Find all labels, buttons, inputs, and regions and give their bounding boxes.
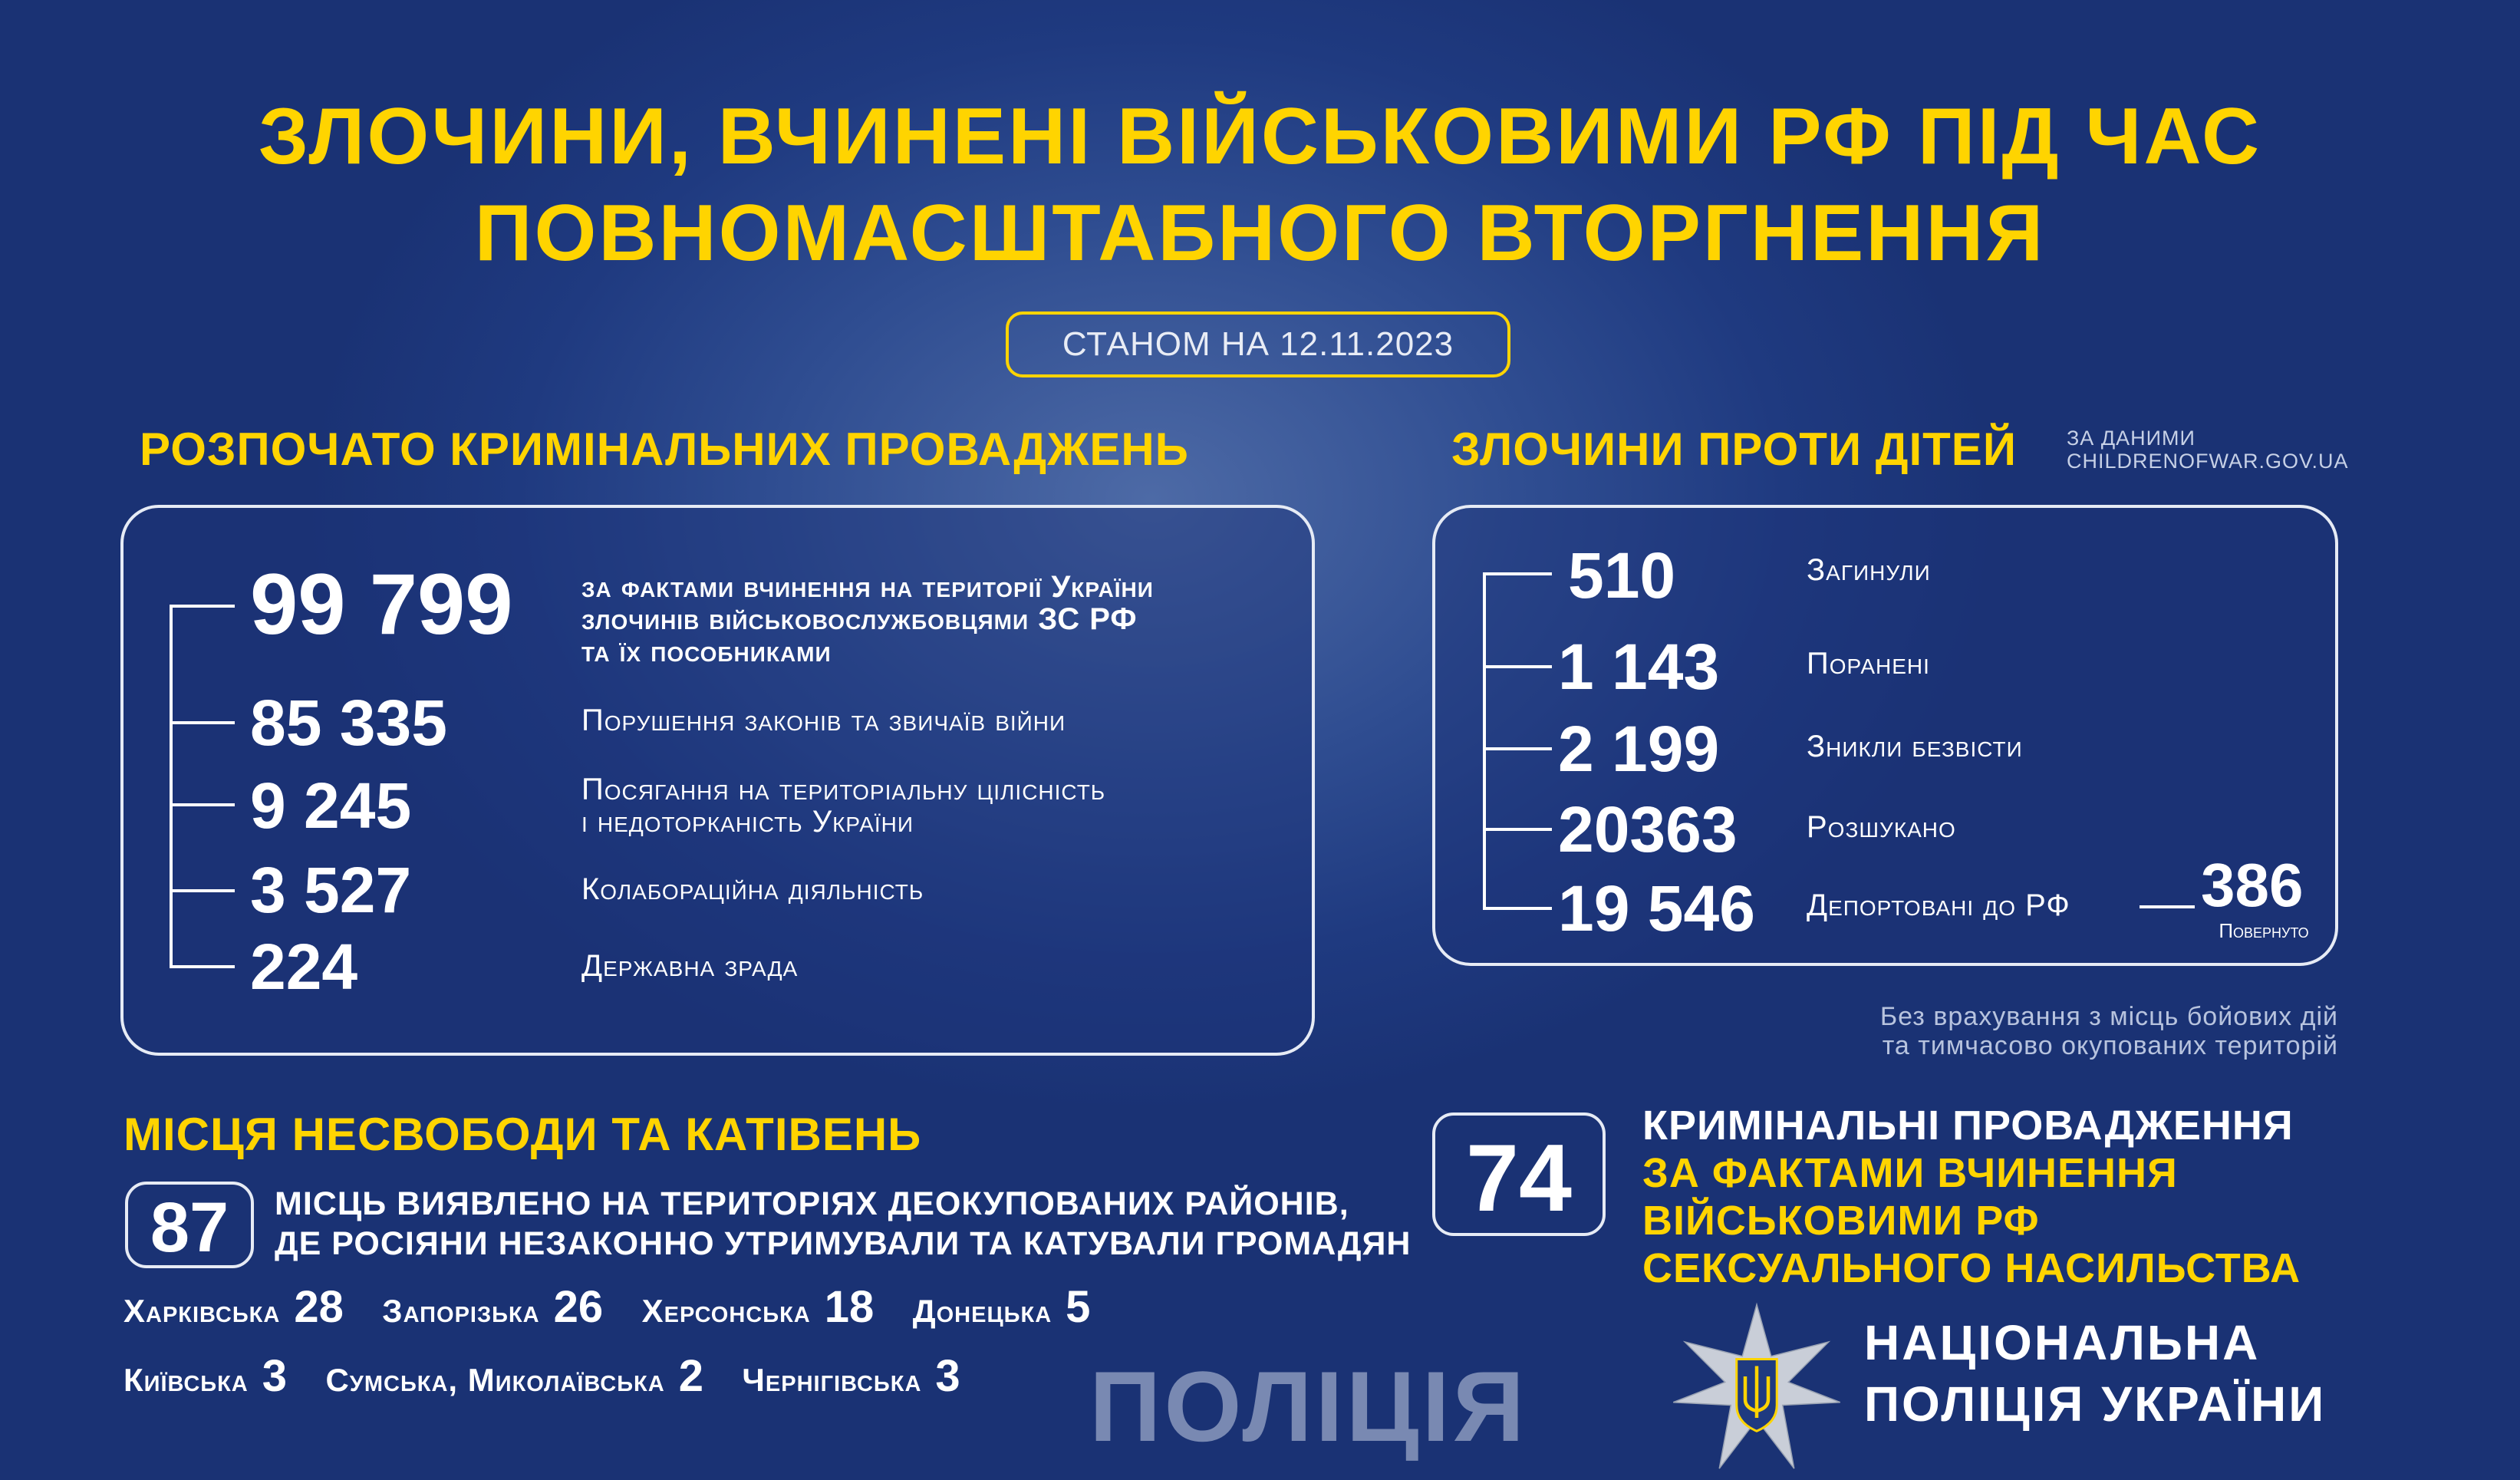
bracket-tick [1483,828,1552,831]
treason-desc: Державна зрада [581,949,799,983]
region-name: Запорізька [382,1293,540,1329]
bracket-tick [1483,665,1552,668]
logo-watermark: ПОЛІЦІЯ [1089,1350,1528,1462]
note-line: Без врахування з місць бойових дій [1879,1002,2338,1031]
regions-row-2 [124,1350,996,1402]
source-line: ЗА ДАНИМИ [2067,427,2196,450]
criminal-heading: РОЗПОЧАТО КРИМІНАЛЬНИХ ПРОВАДЖЕНЬ [140,424,1189,475]
region-count: 26 [553,1282,604,1332]
found-value: 20363 [1558,793,1738,865]
source-link: CHILDRENOFWAR.GOV.UA [2067,450,2349,473]
children-panel [1432,505,2338,966]
region-item [382,1281,603,1333]
bracket-tick [170,721,235,724]
detention-text [275,1184,1411,1264]
region-count: 2 [678,1351,703,1401]
found-label: Розшукано [1807,810,1956,844]
police-star-trident-icon [1665,1300,1849,1476]
missing-label: Зникли безвісти [1807,730,2023,763]
text-line: ЗА ФАКТАМИ ВЧИНЕННЯ [1642,1150,2178,1196]
sexual-violence-badge [1432,1112,1606,1236]
bracket-line [1483,574,1486,908]
region-item [742,1350,960,1402]
region-count: 5 [1066,1282,1091,1332]
bracket-tick [170,889,235,892]
note-line: та тимчасово окупованих територій [1882,1031,2338,1060]
desc-line: та їх пособниками [581,635,832,668]
desc-line: злочинів військовослужбовцями ЗС РФ [581,602,1138,636]
bracket-tick [1483,747,1552,750]
children-heading: ЗЛОЧИНИ ПРОТИ ДІТЕЙ [1451,424,2017,475]
text-line: МІСЦЬ ВИЯВЛЕНО НА ТЕРИТОРІЯХ ДЕОКУПОВАНИХ РАЙОНІВ, [275,1185,1349,1222]
collaboration-value: 3 527 [250,854,412,926]
text-line: ДЕ РОСІЯНИ НЕЗАКОННО УТРИМУВАЛИ ТА КАТУВАЛИ ГРОМАДЯН [275,1225,1412,1262]
returned-label: Повернуто [2219,919,2309,942]
total-cases-desc [581,571,1154,667]
detention-heading: МІСЦЯ НЕСВОБОДИ ТА КАТІВЕНЬ [124,1109,922,1160]
deported-value: 19 546 [1558,872,1755,944]
detention-value: 87 [150,1188,229,1267]
desc-line: Посягання на територіальну цілісність [581,773,1106,806]
region-count: 3 [262,1351,288,1401]
text-line: СЕКСУАЛЬНОГО НАСИЛЬСТВА [1642,1245,2301,1291]
collaboration-desc: Колабораційна діяльність [581,872,924,906]
total-cases-value: 99 799 [250,556,513,652]
bracket-tick [170,803,235,806]
bracket-tick [1483,907,1552,910]
bracket-tick [170,605,235,608]
war-laws-value: 85 335 [250,687,447,759]
returned-value: 386 [2201,851,2304,919]
region-count: 18 [824,1282,875,1332]
children-source [2067,427,2349,473]
sexual-violence-text [1642,1102,2301,1292]
sexual-violence-value: 74 [1466,1126,1572,1231]
page-title-line2: ПОВНОМАСШТАБНОГО ВТОРГНЕННЯ [474,189,2046,278]
bracket-tick [170,965,235,968]
date-badge: СТАНОМ НА 12.11.2023 [1006,311,1510,377]
deported-label: Депортовані до РФ [1807,888,2070,922]
region-item [124,1281,344,1333]
returned-connector [2140,905,2195,908]
page-title-line1: ЗЛОЧИНИ, ВЧИНЕНІ ВІЙСЬКОВИМИ РФ ПІД ЧАС [258,92,2262,181]
region-item [642,1281,875,1333]
region-name: Донецька [912,1293,1052,1329]
region-name: Херсонська [641,1293,811,1329]
war-laws-desc: Порушення законів та звичаїв війни [581,704,1066,737]
region-count: 3 [935,1351,960,1401]
region-item [124,1350,287,1402]
region-name: Сумська, Миколаївська [325,1362,665,1398]
text-line: КРИМІНАЛЬНІ ПРОВАДЖЕННЯ [1642,1103,2294,1149]
missing-value: 2 199 [1558,713,1720,785]
children-note [1571,1002,2338,1060]
territorial-value: 9 245 [250,770,412,842]
regions-row-1 [124,1281,1125,1333]
killed-label: Загинули [1807,553,1931,587]
criminal-panel [120,505,1315,1056]
bracket-line [170,606,173,967]
killed-value: 510 [1568,539,1676,611]
region-item [913,1281,1091,1333]
region-count: 28 [294,1282,344,1332]
wounded-value: 1 143 [1558,631,1720,703]
logo-line: ПОЛІЦІЯ УКРАЇНИ [1864,1376,2327,1432]
desc-line: за фактами вчинення на території України [581,570,1154,604]
region-name: Харківська [124,1293,281,1329]
region-item [325,1350,703,1402]
wounded-label: Поранені [1807,647,1930,681]
desc-line: і недоторканість України [581,805,914,839]
text-line: ВІЙСЬКОВИМИ РФ [1642,1198,2040,1244]
logo-line: НАЦІОНАЛЬНА [1864,1315,2261,1370]
region-name: Київська [124,1362,249,1398]
region-name: Чернігівська [742,1362,922,1398]
detention-badge [125,1182,254,1268]
logo-text [1864,1312,2326,1435]
treason-value: 224 [250,931,358,1003]
bracket-tick [1483,572,1552,575]
territorial-desc [581,773,1105,838]
